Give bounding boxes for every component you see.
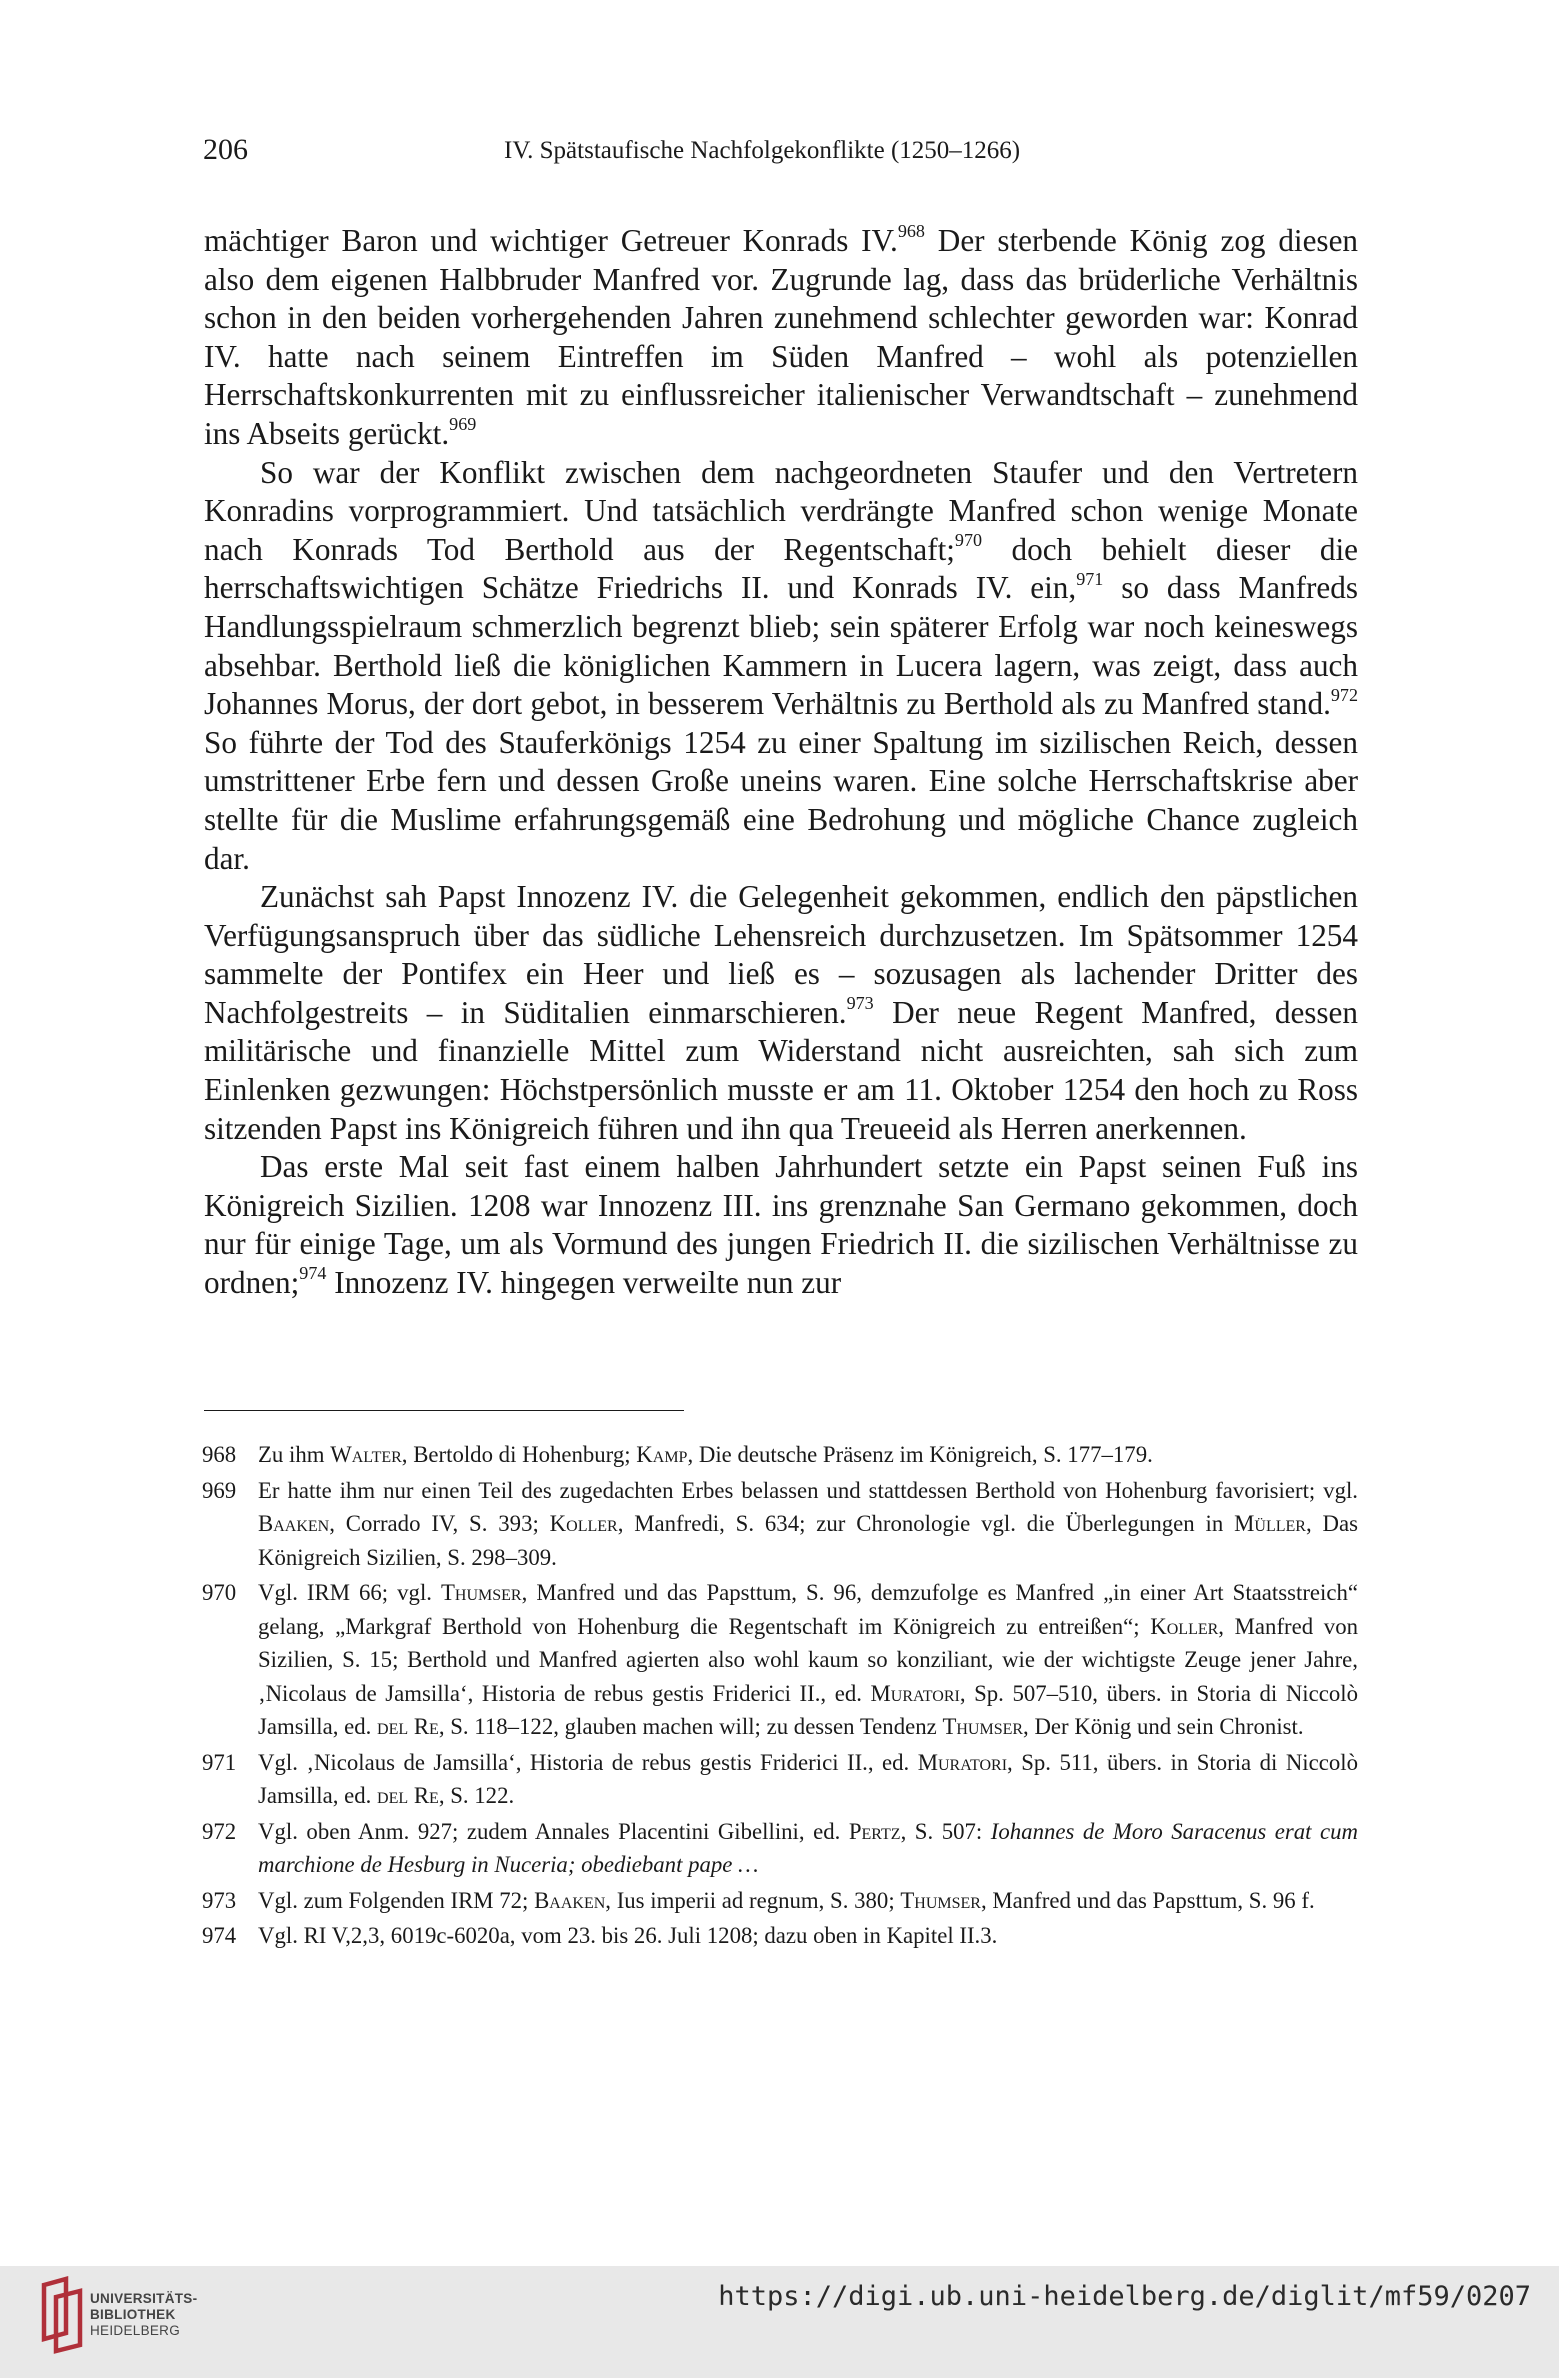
footnote-973 <box>202 1884 1358 1918</box>
footnote-number: 970 <box>202 1580 237 1605</box>
footnote-number: 974 <box>202 1923 237 1948</box>
paragraph-1: mächtiger Baron und wichtiger Getreuer Konrads IV.$^{968}$ Der sterbende König zog diesen also dem eigenen Halbbruder Manfred vor. Zugrunde lag, dass das brüderliche Verhältnis schon in den beiden vorhergehenden Jahren zunehmend schlechter geworden war: Konrad IV. hatte nach seinem Eintreffen im Süden Manfred – wohl als potenziellen Herrschaftskonkurrenten mit zu einflussreicher italienischer Verwandtschaft – zunehmend ins Abseits gerückt.$^{969}$ <box>204 221 1359 451</box>
footnote-974 <box>202 1919 1358 1953</box>
footnote-text: Vgl. ‚Nicolaus de Jamsilla‘, Historia de rebus gestis Friderici II., ed. Muratori, Sp. 511, übers. in Storia di Niccolò Jamsilla, ed. del Re, S. 122. <box>258 1749 1358 1808</box>
footnote-number: 969 <box>202 1477 237 1503</box>
footnote-ref-974[interactable]: 974 <box>299 1263 327 1284</box>
footnote-number: 968 <box>202 1442 237 1467</box>
footnote-ref-972[interactable]: 972 <box>1330 684 1358 705</box>
footnote-971 <box>202 1746 1358 1813</box>
footnote-text: Zu ihm Walter, Bertoldo di Hohenburg; Kamp, Die deutsche Präsenz im Königreich, S. 177–179. <box>258 1442 1153 1467</box>
library-name-line-3: HEIDELBERG <box>90 2323 181 2338</box>
footnote-rule <box>204 1410 684 1411</box>
footnote-text: Vgl. IRM 66; vgl. Thumser, Manfred und das Papsttum, S. 96, demzufolge es Manfred „in einer Art Staatsstreich“ gelang, „Markgraf Berthold von Hohenburg die Regentschaft im Königreich zu entreißen“; Koller, Manfred von Sizilien, S. 15; Berthold und Manfred agierten also wohl kaum so konziliant, wie der wichtigste Zeuge jener Jahre, ‚Nicolaus de Jamsilla‘, Historia de rebus gestis Friderici II., ed. Muratori, Sp. 507–510, übers. in Storia di Niccolò Jamsilla, ed. del Re, S. 118–122, glauben machen will; zu dessen Tendenz Thumser, Der König und sein Chronist. <box>258 1580 1358 1739</box>
library-name-line-1: UNIVERSITÄTS- <box>90 2291 198 2306</box>
footnote-text: Vgl. zum Folgenden IRM 72; Baaken, Ius imperii ad regnum, S. 380; Thumser, Manfred und das Papsttum, S. 96 f. <box>258 1887 1315 1913</box>
footnote-969 <box>202 1474 1358 1575</box>
footnote-ref-971[interactable]: 971 <box>1076 568 1104 589</box>
library-name <box>90 2291 197 2339</box>
page-number: 206 <box>203 133 248 166</box>
footnote-text: Vgl. RI V,2,3, 6019c-6020a, vom 23. bis 26. Juli 1208; dazu oben in Kapitel II.3. <box>258 1923 998 1948</box>
footnote-968 <box>202 1438 1358 1472</box>
footnote-972 <box>202 1815 1358 1882</box>
paragraph-2: So war der Konflikt zwischen dem nachgeordneten Staufer und den Vertretern Konradins vorprogrammiert. Und tatsächlich verdrängte Manfred schon wenige Monate nach Konrads Tod Berthold aus der Regentschaft;$^{970}$ doch behielt dieser die herrschaftswichtigen Schätze Friedrichs II. und Konrads IV. ein,$^{971}$ so dass Manfreds Handlungsspielraum schmerzlich begrenzt blieb; sein späterer Erfolg war noch keineswegs absehbar. Berthold ließ die königlichen Kammern in Lucera lagern, was zeigt, dass auch Johannes Morus, der dort gebot, in besserem Verhältnis zu Berthold als zu Manfred stand.$^{972}$ So führte der Tod des Stauferkönigs 1254 zu einer Spaltung im sizilischen Reich, dessen umstrittener Erbe fern und dessen Große uneins waren. Eine solche Herrschaftskrise aber stellte für die Muslime erfahrungsgemäß eine Bedrohung und mögliche Chance zugleich dar. <box>204 454 1359 876</box>
footnote-ref-970[interactable]: 970 <box>954 530 983 551</box>
running-title: IV. Spätstaufische Nachfolgekonflikte (1250–1266) <box>504 137 1021 164</box>
footnote-number: 973 <box>202 1887 237 1913</box>
footnote-number: 971 <box>202 1749 237 1775</box>
library-logo-icon[interactable] <box>36 2275 90 2359</box>
footnote-number: 972 <box>202 1818 237 1844</box>
library-name-line-2: BIBLIOTHEK <box>90 2307 176 2322</box>
permalink-url[interactable]: https://digi.ub.uni-heidelberg.de/diglit/mf59/0207 <box>718 2281 1531 2312</box>
footnote-text: Er hatte ihm nur einen Teil des zugedachten Erbes belassen und stattdessen Berthold von Hohenburg favorisiert; vgl. Baaken, Corrado IV, S. 393; Koller, Manfredi, S. 634; zur Chronologie vgl. die Überlegungen in Müller, Das Königreich Sizilien, S. 298–309. <box>258 1477 1358 1570</box>
footnote-ref-968[interactable]: 968 <box>897 221 925 242</box>
paragraph-3: Zunächst sah Papst Innozenz IV. die Gelegenheit gekommen, endlich den päpstlichen Verfügungsanspruch über das südliche Lehensreich durchzusetzen. Im Spätsommer 1254 sammelte der Pontifex ein Heer und ließ es – sozusagen als lachender Dritter des Nachfolgestreits – in Süditalien einmarschieren.$^{973}$ Der neue Regent Manfred, dessen militärische und finanzielle Mittel zum Widerstand nicht ausreichten, sah sich zum Einlenken gezwungen: Höchstpersönlich musste er am 11. Oktober 1254 den hoch zu Ross sitzenden Papst ins Königreich führen und ihn qua Treueeid als Herren anerkennen. <box>204 879 1358 1146</box>
main-text <box>204 222 1358 1303</box>
footnote-ref-969[interactable]: 969 <box>449 414 477 435</box>
footnote-text: Vgl. oben Anm. 927; zudem Annales Placentini Gibellini, ed. Pertz, S. 507: Iohannes de Moro Saracenus erat cum marchione de Hesburg in Nuceria; obediebant pape … <box>258 1818 1358 1877</box>
footnotes <box>202 1438 1358 1955</box>
paragraph-4: Das erste Mal seit fast einem halben Jahrhundert setzte ein Papst seinen Fuß ins Königreich Sizilien. 1208 war Innozenz III. ins grenznahe San Germano gekommen, doch nur für einige Tage, um als Vormund des jungen Friedrich II. die sizilischen Verhältnisse zu ordnen;$^{974}$ Innozenz IV. hingegen verweilte nun zur <box>204 1149 1358 1301</box>
footnote-970 <box>202 1576 1358 1744</box>
footnote-ref-973[interactable]: 973 <box>846 993 874 1014</box>
